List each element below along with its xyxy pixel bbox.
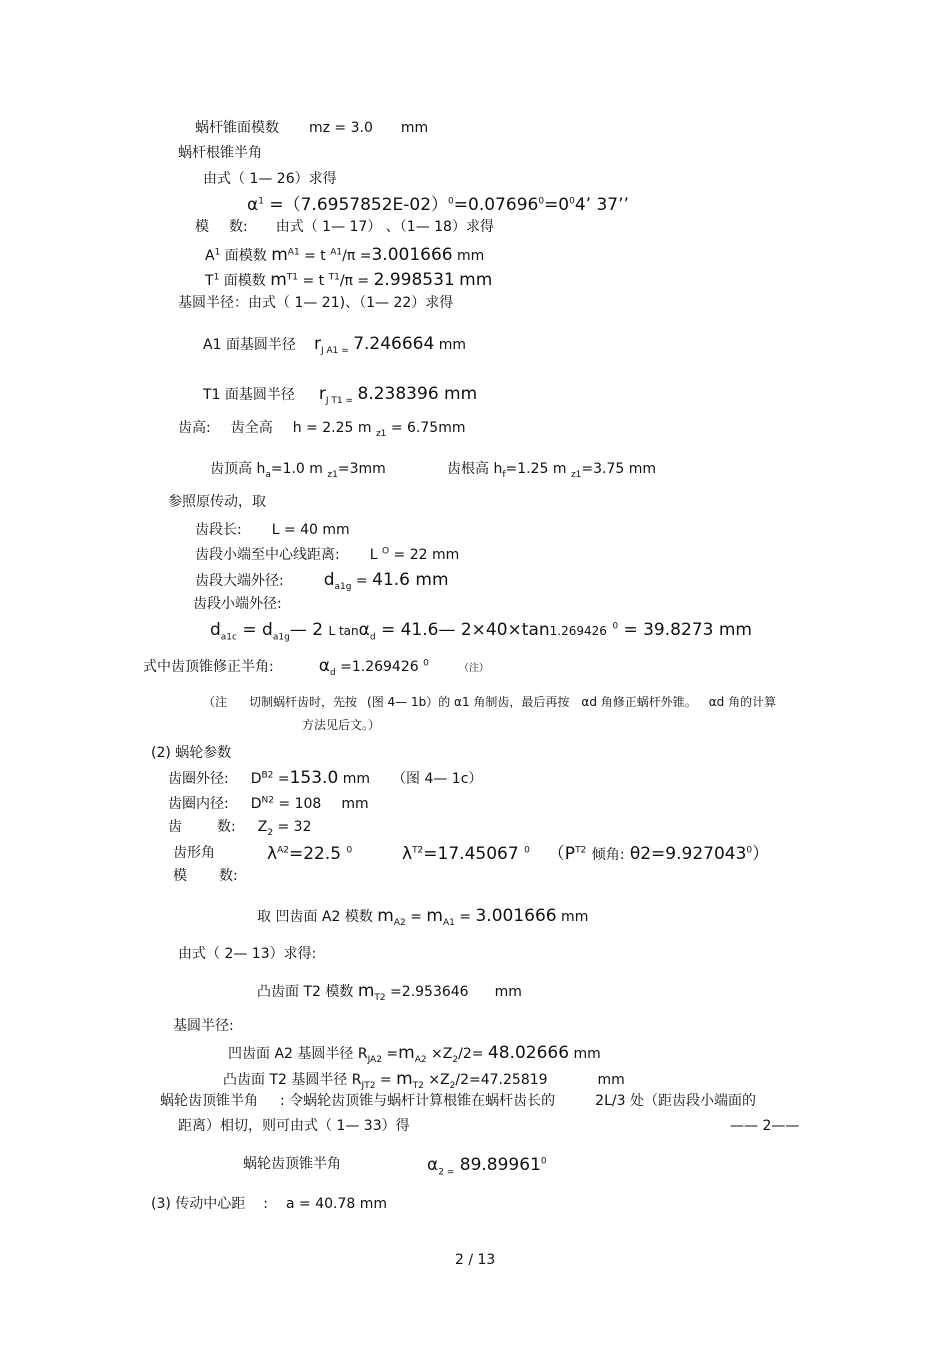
worm-wheel-params-heading: (2) 蜗轮参数 [151, 745, 232, 761]
lambda-t2-value: $\lambda^{T2}=17.45067$ $^0$ （$P^{T2}$ 倾角: $\theta 2=9.927043^0$） [402, 844, 770, 864]
reference-drive-heading: 参照原传动，取 [168, 494, 266, 510]
alpha2-value: $\alpha_{2 =}$ 89.89961$^0$ [427, 1155, 547, 1178]
page-number: 2 / 13 [455, 1252, 496, 1268]
tooth-height-line: 齿高: 齿全高 h = 2.25 m $_{z1}$ = 6.75mm [178, 420, 466, 439]
alpha1-formula: $\alpha^1 =(7.6957852E-02)^0=0.07696^0=0^04$’ 37’’ [247, 195, 629, 215]
segment-small-diameter-heading: 齿段小端外径: [193, 596, 282, 612]
rim-outer-diameter-line: 齿圈外径: $D^{B2} =153.0$ mm （图 4— 1c） [168, 768, 483, 788]
t1-base-radius-line: T1 面基圆半径 $r_{J T1 =}$ 8.238396 mm [203, 384, 478, 406]
t1-module-line: $T^1$ 面模数 $m^{T1} = t$ $^{T1}$/π = 2.998531 mm [205, 270, 493, 290]
worm-cone-module-line: 蜗杆锥面模数 mz = 3.0 mm [195, 120, 429, 136]
face-cone-description-1: 蜗轮齿顶锥半角 : 令蜗轮齿顶锥与蜗杆计算根锥在蜗杆齿长的 2L/3 处（距齿段小端面的 [160, 1093, 756, 1109]
formula-ref-1-26: 由式（ 1— 26）求得 [203, 171, 337, 187]
t2-module-line: 凸齿面 T2 模数 $m_{T2} =2.953646$ mm [257, 981, 522, 1003]
segment-large-diameter-line: 齿段大端外径: $d_{a1g} = 41.6$ mm [195, 570, 449, 592]
segment-length-line: 齿段长: L = 40 mm [195, 522, 350, 538]
base-radius-formula-ref: 基圆半径：由式（ 1— 21)、（1— 22）求得 [178, 295, 454, 311]
worm-root-cone-angle-heading: 蜗杆根锥半角 [178, 145, 262, 161]
a1-module-line: $A^1$ 面模数 $m^{A1} = t$ $^{A1}$/π =3.001666 mm [205, 245, 485, 265]
dedendum-line: 齿根高 $h_f=1.25$ m $_{z1}$=3.75 mm [447, 461, 657, 480]
note-line-1: （注 切制蜗杆齿时，先按 (图 4— 1b）的 α1 角制齿，最后再按 αd 角修正蜗杆外锥。 αd 角的计算 [203, 695, 777, 709]
face-cone-description-2: 距离）相切，则可由式（ 1— 33）得 [178, 1118, 410, 1134]
wheel-base-radius-heading: 基圆半径: [173, 1018, 234, 1034]
correction-angle-line: 式中齿顶锥修正半角: $\alpha_d =1.269426$ $^0$ （注） [143, 656, 489, 678]
rim-inner-diameter-line: 齿圈内径: $D^{N2} = 108$ mm [168, 795, 369, 812]
teeth-count-line: 齿 数: $Z_2 = 32$ [168, 819, 312, 838]
module-formula-ref: 模 数: 由式（ 1— 17） 、（1— 18）求得 [195, 219, 494, 235]
addendum-line: 齿顶高 $h_a=1.0$ m $_{z1}$=3mm [210, 461, 386, 480]
page-marker: —— 2—— [730, 1118, 800, 1134]
a2-module-line: 取 凹齿面 A2 模数 $m_{A2} = m_{A1} = 3.001666$ mm [257, 906, 589, 928]
segment-small-diameter-formula: $d_{a1c}$ = $d_{a1g}—$ 2 L tanα$_d$ = 41.6— 2×40×tan1.269426 $^0$ = 39.8273 mm [210, 620, 752, 643]
lambda-a2-value: $\lambda^{A2}=22.5$ $^0$ [267, 844, 353, 864]
profile-angle-label: 齿形角 [173, 845, 215, 861]
wheel-face-cone-label: 蜗轮齿顶锥半角 [243, 1156, 341, 1172]
formula-ref-2-13: 由式（ 2— 13）求得: [178, 946, 317, 962]
wheel-module-heading: 模 数: [173, 868, 238, 884]
a2-base-radius-line: 凹齿面 A2 基圆半径 $R_{JA2} =m_{A2} \times Z_2/2= 48.02666$ mm [228, 1043, 601, 1065]
center-distance-line: (3) 传动中心距 : a = 40.78 mm [151, 1196, 388, 1212]
a1-base-radius-line: A1 面基圆半径 $r_{J A1 =}$ 7.246664 mm [203, 334, 467, 356]
note-line-2: 方法见后文。） [302, 718, 381, 732]
segment-distance-line: 齿段小端至中心线距离: L $^O$ = 22 mm [195, 546, 460, 563]
t2-base-radius-line: 凸齿面 T2 基圆半径 $R_{JT2} = m_{T2} \times Z_2/2=47.25819$ mm [223, 1069, 625, 1091]
